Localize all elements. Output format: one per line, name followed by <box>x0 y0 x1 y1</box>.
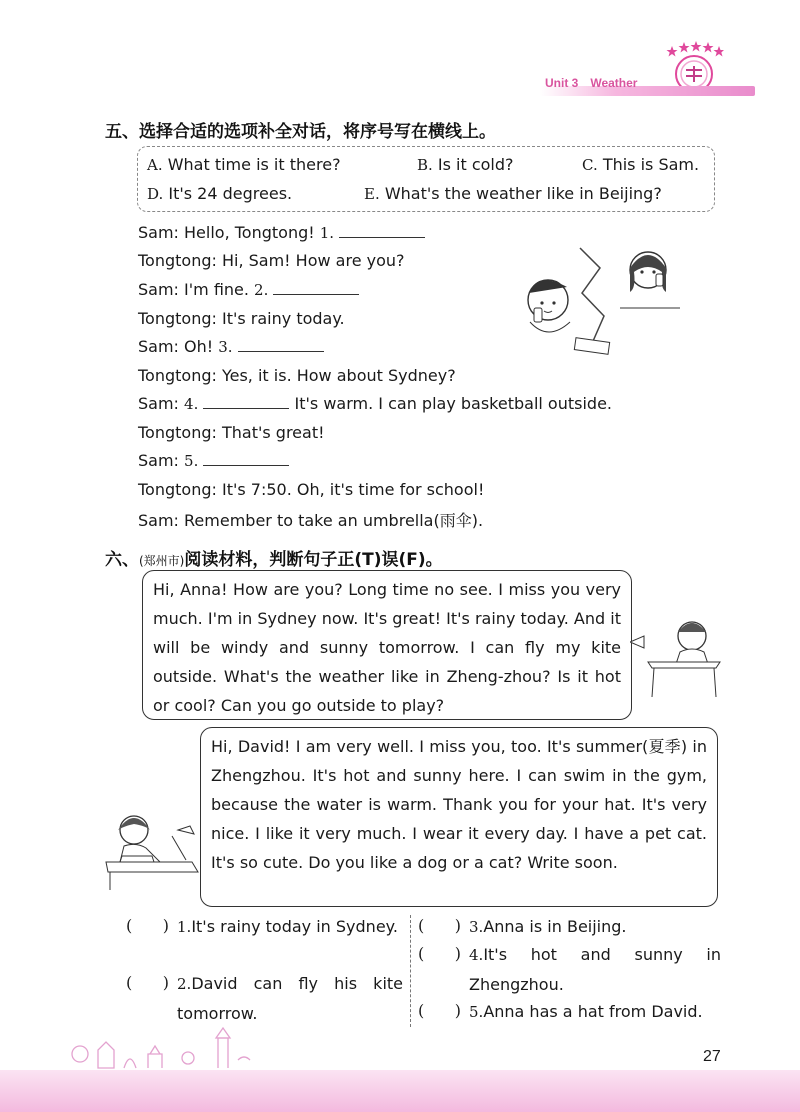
answer-blank-1[interactable] <box>339 223 425 238</box>
letter-anna-bubble: Hi, Anna! How are you? Long time no see. I miss you very much. I'm in Sydney now. It's great! It's rainy today. And it will be windy and sunny tomorrow. I can fly my kite outside. What's the weather like in Zheng-zhou? Is it hot or cool? Can you go outside to play? <box>142 570 632 720</box>
answer-paren-3[interactable]: ( ) <box>418 916 461 935</box>
answer-paren-4[interactable]: ( ) <box>418 944 461 963</box>
dialogue-line-10: Tongtong: It's 7:50. Oh, it's time for school! <box>138 480 485 499</box>
dialogue-line-8: Tongtong: That's great! <box>138 423 325 442</box>
option-c: C. This is Sam. <box>582 155 700 174</box>
question-4: 4.It's hot and sunny in Zhengzhou. <box>469 945 721 994</box>
answer-blank-4[interactable] <box>203 394 289 409</box>
dialogue-line-1: Sam: Hello, Tongtong! 1. <box>138 223 425 242</box>
section5-title: 五、选择合适的选项补全对话，将序号写在横线上。 <box>105 122 496 142</box>
unit-number: Unit 3 <box>545 76 579 90</box>
question-1: 1.It's rainy today in Sydney. <box>177 917 398 936</box>
option-b: B. Is it cold? <box>417 155 514 174</box>
dialogue-line-9: Sam: 5. <box>138 451 289 470</box>
column-divider <box>410 915 411 1027</box>
dialogue-line-4: Tongtong: It's rainy today. <box>138 309 345 328</box>
option-d: D. It's 24 degrees. <box>147 184 293 203</box>
dialogue-line-11: Sam: Remember to take an umbrella(雨伞). <box>138 511 484 530</box>
dialogue-line-2: Tongtong: Hi, Sam! How are you? <box>138 251 405 270</box>
footer-decoration-icon <box>68 1024 258 1074</box>
phone-call-illustration <box>520 238 700 358</box>
option-e: E. What's the weather like in Beijing? <box>364 184 662 203</box>
dialogue-line-6: Tongtong: Yes, it is. How about Sydney? <box>138 366 456 385</box>
question-2: 2.David can fly his kite tomorrow. <box>177 974 403 1023</box>
answer-blank-3[interactable] <box>238 337 324 352</box>
section6-title: 六、(郑州市)阅读材料，判断句子正(T)误(F)。 <box>105 550 443 570</box>
answer-paren-1[interactable]: ( ) <box>126 916 169 935</box>
footer-band <box>0 1070 800 1112</box>
answer-blank-2[interactable] <box>273 280 359 295</box>
page-number: 27 <box>703 1048 721 1065</box>
unit-label <box>545 76 649 90</box>
dialogue-line-5: Sam: Oh! 3. <box>138 337 324 356</box>
unit-topic: Weather <box>590 76 638 90</box>
dialogue-line-7: Sam: 4. It's warm. I can play basketball outside. <box>138 394 612 413</box>
question-5: 5.Anna has a hat from David. <box>469 1002 703 1021</box>
letter-david-bubble: Hi, David! I am very well. I miss you, too. It's summer(夏季) in Zhengzhou. It's hot and sunny here. I can swim in the gym, because the water is warm. Thank you for your hat. It's very nice. I like it very much. I wear it every day. I have a pet cat. It's so cute. Do you like a dog or a cat? Write soon. <box>200 727 718 907</box>
dialogue-line-3: Sam: I'm fine. 2. <box>138 280 359 299</box>
boy-desk-illustration <box>630 612 730 702</box>
question-3: 3.Anna is in Beijing. <box>469 917 627 936</box>
answer-blank-5[interactable] <box>203 451 289 466</box>
girl-desk-illustration <box>104 808 206 892</box>
answer-paren-2[interactable]: ( ) <box>126 973 169 992</box>
answer-paren-5[interactable]: ( ) <box>418 1001 461 1020</box>
option-a: A. What time is it there? <box>147 155 341 174</box>
